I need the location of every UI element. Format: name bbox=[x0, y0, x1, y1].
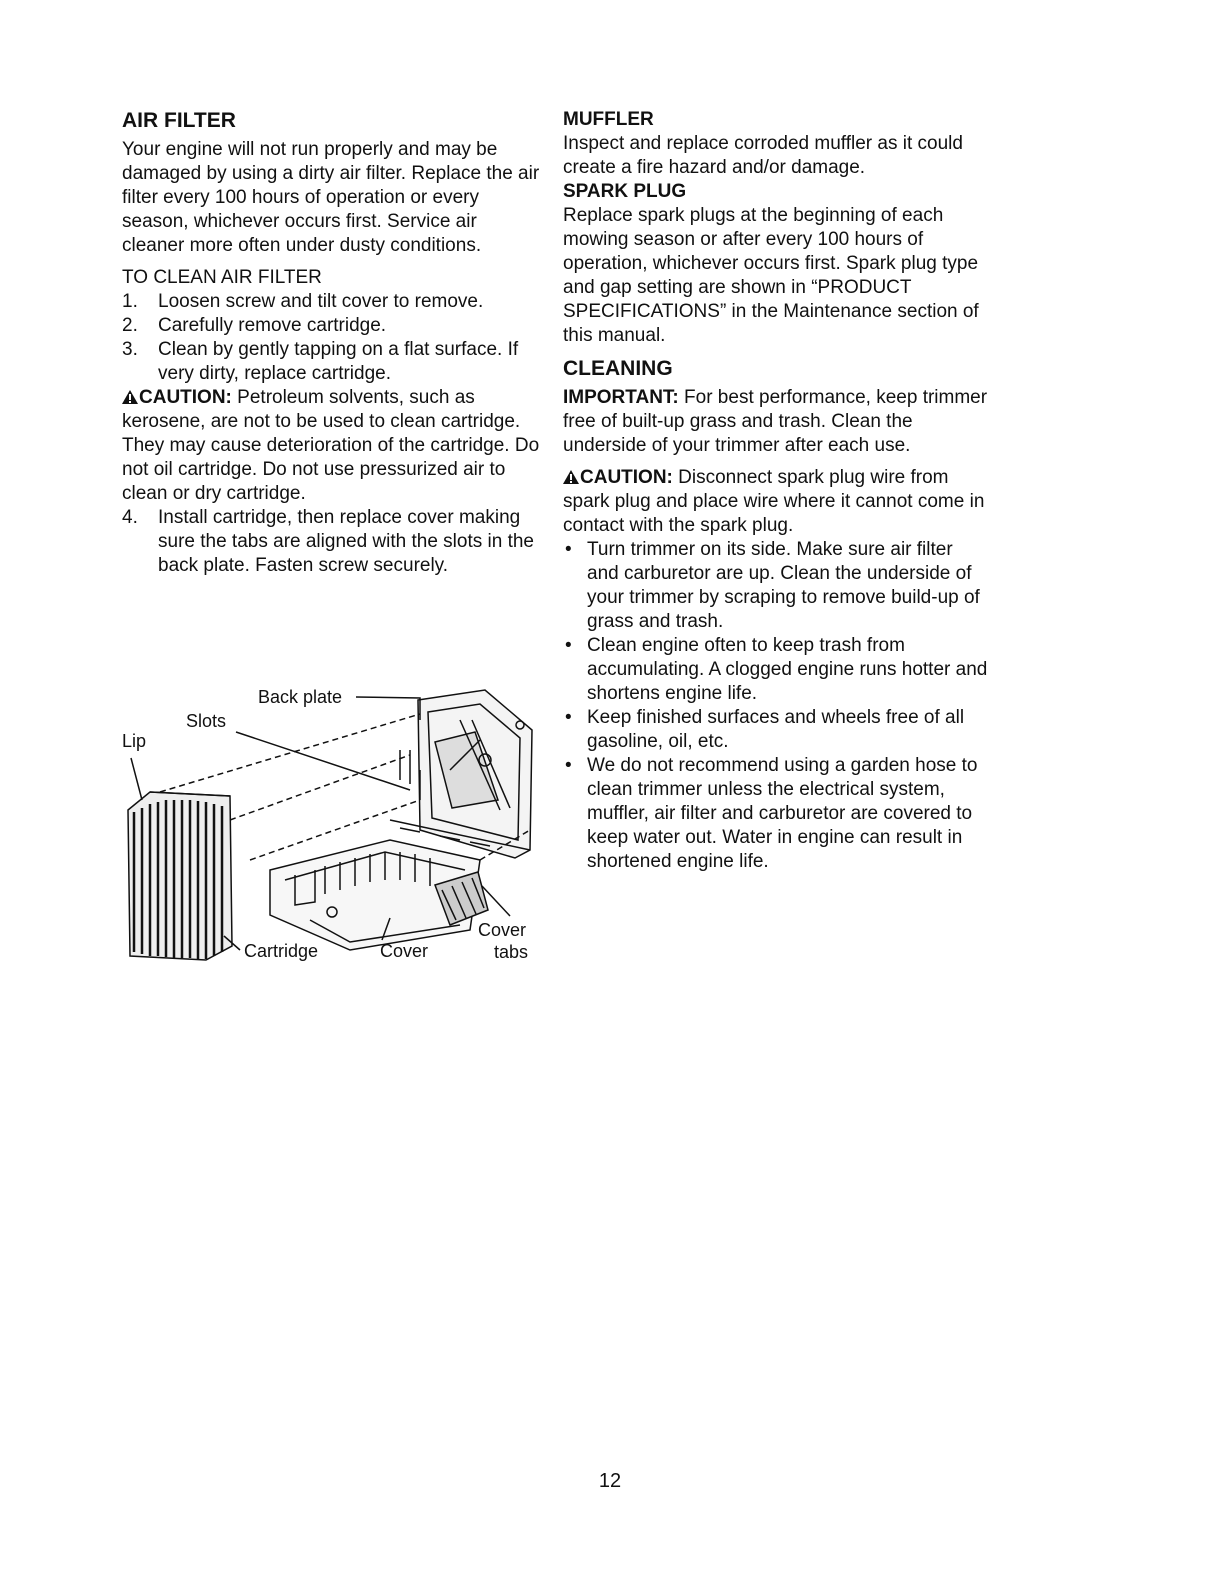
step-number: 3. bbox=[122, 339, 138, 360]
caution-label: CAUTION: bbox=[580, 467, 673, 488]
air-filter-steps bbox=[122, 290, 540, 386]
label-back-plate: Back plate bbox=[258, 687, 343, 707]
cleaning-caution bbox=[563, 466, 988, 538]
air-filter-intro: Your engine will not run properly and may be damaged by using a dirty air filter. Replace the air filter every 100 hours of operation or every season, whichever occurs first. Service air cleaner more often under dusty conditions. bbox=[122, 139, 540, 256]
bullet-symbol: • bbox=[565, 635, 572, 656]
page-number: 12 bbox=[598, 1470, 622, 1492]
bullet-symbol: • bbox=[565, 539, 572, 560]
step-number: 2. bbox=[122, 315, 138, 336]
list-item bbox=[563, 754, 988, 874]
label-cover: Cover bbox=[380, 941, 429, 961]
clean-air-filter-subheading: TO CLEAN AIR FILTER bbox=[122, 267, 322, 288]
step-text: Carefully remove cartridge. bbox=[158, 315, 387, 336]
right-column bbox=[563, 108, 988, 874]
important-label: IMPORTANT: bbox=[563, 387, 679, 408]
air-filter-caution bbox=[122, 386, 540, 506]
bullet-symbol: • bbox=[565, 755, 572, 776]
muffler-heading: MUFFLER bbox=[563, 109, 654, 130]
step-text: Loosen screw and tilt cover to remove. bbox=[158, 291, 484, 312]
left-column bbox=[122, 108, 540, 578]
bullet-text: Clean engine often to keep trash from accumulating. A clogged engine runs hotter and shortens engine life. bbox=[587, 635, 988, 704]
caution-text: Petroleum solvents, such as kerosene, are not to be used to clean cartridge. They may cause deterioration of the cartridge. Do not oil cartridge. Do not use pressurized air to clean or dry cartridge. bbox=[122, 387, 540, 504]
cleaning-important bbox=[563, 386, 988, 458]
muffler-text: Inspect and replace corroded muffler as it could create a fire hazard and/or damage. bbox=[563, 133, 963, 178]
step-text: Install cartridge, then replace cover making sure the tabs are aligned with the slots in the back plate. Fasten screw securely. bbox=[158, 507, 535, 576]
list-item bbox=[563, 538, 988, 634]
label-cartridge: Cartridge bbox=[244, 941, 319, 961]
cleaning-bullets bbox=[563, 538, 988, 874]
bullet-text: Keep finished surfaces and wheels free of all gasoline, oil, etc. bbox=[587, 707, 965, 752]
warning-triangle-icon bbox=[122, 390, 138, 404]
step-item bbox=[122, 314, 540, 338]
warning-triangle-icon bbox=[563, 470, 579, 484]
step-number: 4. bbox=[122, 507, 138, 528]
label-lip: Lip bbox=[122, 731, 147, 751]
caution-text: Disconnect spark plug wire from spark plug and place wire where it cannot come in contact with the spark plug. bbox=[563, 467, 985, 536]
step-text: Clean by gently tapping on a flat surface. If very dirty, replace cartridge. bbox=[158, 339, 519, 384]
cleaning-heading: CLEANING bbox=[563, 357, 673, 380]
label-slots: Slots bbox=[186, 711, 227, 731]
bullet-symbol: • bbox=[565, 707, 572, 728]
air-filter-illustration bbox=[120, 680, 540, 970]
bullet-text: We do not recommend using a garden hose to clean trimmer unless the electrical system, muffler, air filter and carburetor are covered to keep water out. Water in engine can result in shortened engine life. bbox=[587, 755, 978, 872]
spark-plug-heading: SPARK PLUG bbox=[563, 181, 687, 202]
air-filter-steps-continued bbox=[122, 506, 540, 578]
list-item bbox=[563, 706, 988, 754]
label-cover-tabs-line2: tabs bbox=[494, 942, 529, 962]
bullet-text: Turn trimmer on its side. Make sure air filter and carburetor are up. Clean the underside of your trimmer by scraping to remove build-up of grass and trash. bbox=[587, 539, 980, 632]
list-item bbox=[563, 634, 988, 706]
step-number: 1. bbox=[122, 291, 138, 312]
label-cover-tabs-line1: Cover bbox=[478, 920, 527, 940]
air-filter-diagram bbox=[120, 680, 540, 970]
air-filter-heading: AIR FILTER bbox=[122, 109, 236, 132]
step-item bbox=[122, 338, 540, 386]
caution-label: CAUTION: bbox=[139, 387, 232, 408]
spark-plug-text: Replace spark plugs at the beginning of each mowing season or after every 100 hours of operation, whichever occurs first. Spark plug type and gap setting are shown in “PRODUCT SPECIFICATIONS” in the Maintenance section of this manual. bbox=[563, 205, 979, 346]
step-item bbox=[122, 506, 540, 578]
important-text: For best performance, keep trimmer free of built-up grass and trash. Clean the underside of your trimmer after each use. bbox=[563, 387, 988, 456]
step-item bbox=[122, 290, 540, 314]
